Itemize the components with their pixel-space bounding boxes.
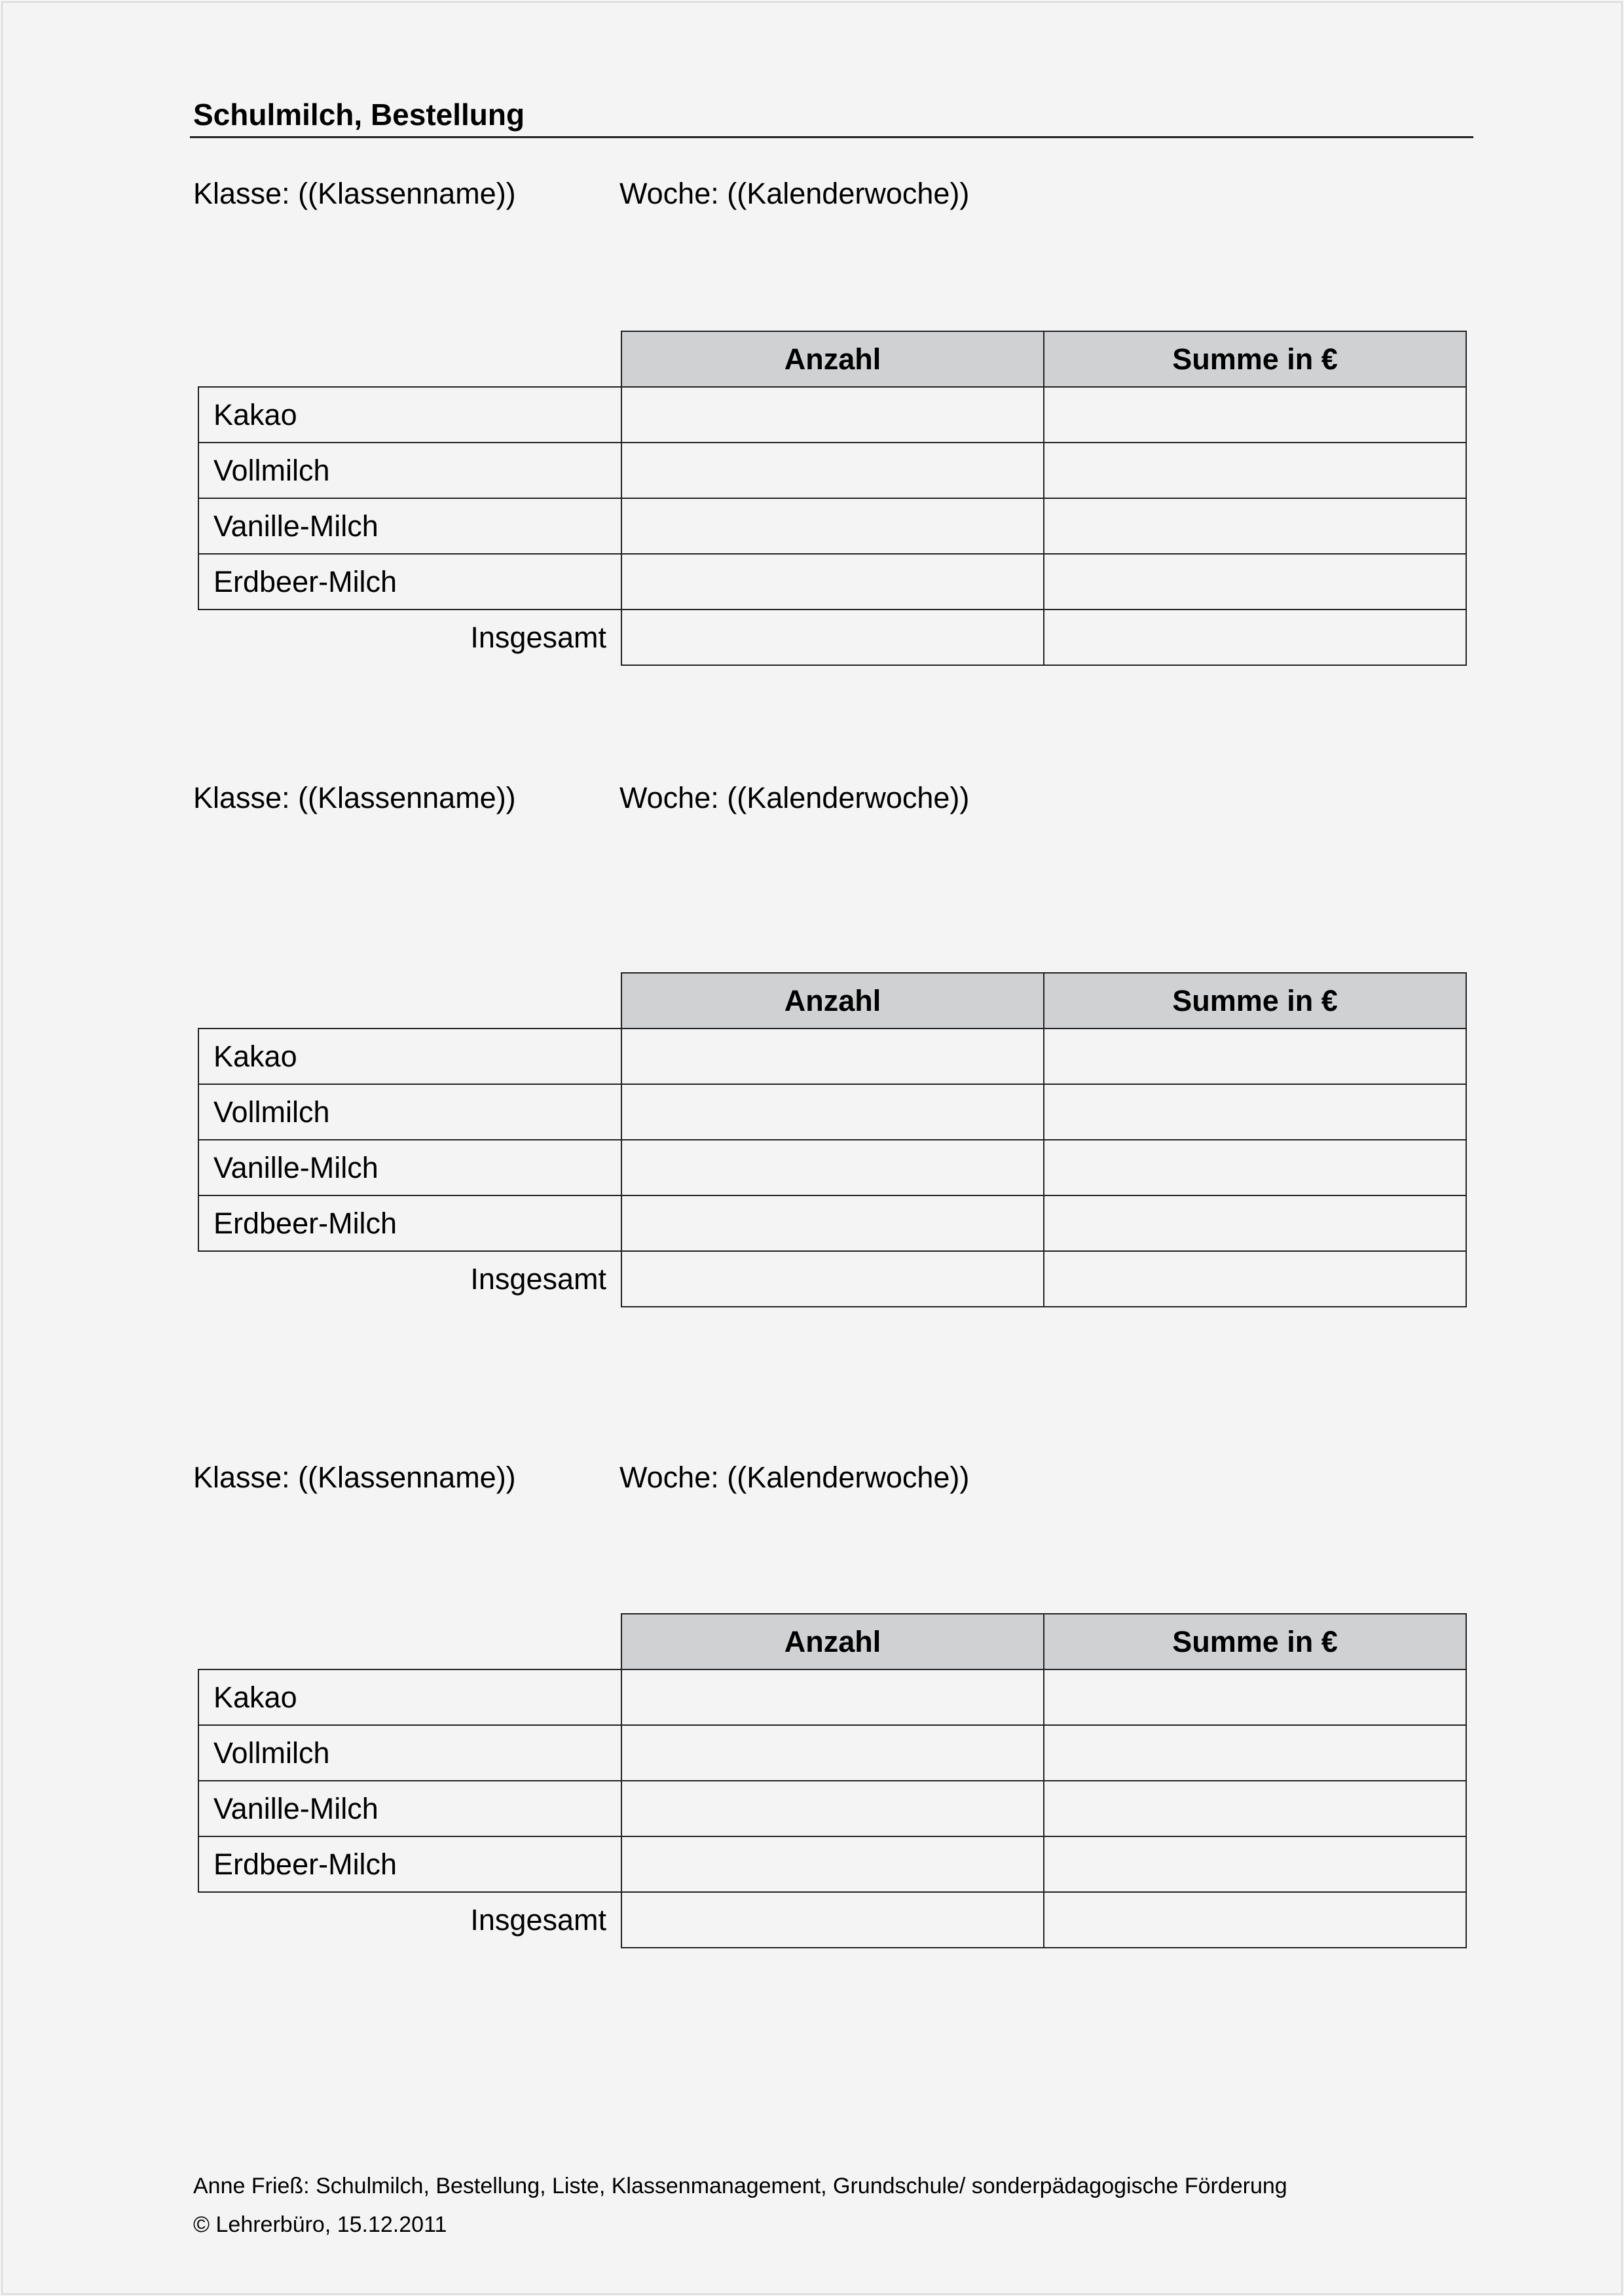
product-label: Erdbeer-Milch [198, 1195, 621, 1251]
total-row [198, 1892, 1466, 1948]
anzahl-cell[interactable] [621, 1084, 1044, 1140]
table-row [198, 1084, 1466, 1140]
anzahl-cell[interactable] [621, 443, 1044, 498]
total-anzahl-cell[interactable] [621, 610, 1044, 665]
product-label: Kakao [198, 1029, 621, 1084]
summe-cell[interactable] [1044, 1836, 1466, 1892]
table-row [198, 1725, 1466, 1781]
anzahl-cell[interactable] [621, 1195, 1044, 1251]
klasse-label: Klasse: ((Klassenname)) [193, 1461, 516, 1494]
summe-cell[interactable] [1044, 1781, 1466, 1836]
klasse-label: Klasse: ((Klassenname)) [193, 781, 516, 814]
summe-cell[interactable] [1044, 443, 1466, 498]
anzahl-cell[interactable] [621, 1836, 1044, 1892]
summe-cell[interactable] [1044, 1140, 1466, 1195]
table-row [198, 498, 1466, 554]
table-header-row [198, 1614, 1466, 1669]
product-label: Kakao [198, 1669, 621, 1725]
total-row [198, 1251, 1466, 1307]
empty-corner [198, 1614, 621, 1669]
order-meta [193, 781, 970, 815]
order-meta [193, 1461, 970, 1495]
woche-label: Woche: ((Kalenderwoche)) [619, 781, 970, 814]
order-table [198, 972, 1467, 1307]
total-label: Insgesamt [470, 1262, 606, 1296]
header-summe: Summe in € [1044, 331, 1466, 387]
woche-label: Woche: ((Kalenderwoche)) [619, 1461, 970, 1494]
product-label: Vollmilch [198, 1084, 621, 1140]
page-title: Schulmilch, Bestellung [193, 98, 525, 132]
title-divider [190, 136, 1473, 138]
order-table [198, 331, 1467, 666]
header-anzahl: Anzahl [621, 331, 1044, 387]
total-summe-cell[interactable] [1044, 1251, 1466, 1307]
summe-cell[interactable] [1044, 387, 1466, 443]
footer-copyright: © Lehrerbüro, 15.12.2011 [193, 2212, 447, 2237]
summe-cell[interactable] [1044, 1725, 1466, 1781]
summe-cell[interactable] [1044, 554, 1466, 610]
total-summe-cell[interactable] [1044, 1892, 1466, 1948]
table-row [198, 1140, 1466, 1195]
product-label: Vollmilch [198, 443, 621, 498]
total-anzahl-cell[interactable] [621, 1251, 1044, 1307]
product-label: Erdbeer-Milch [198, 1836, 621, 1892]
summe-cell[interactable] [1044, 1195, 1466, 1251]
table-header-row [198, 973, 1466, 1029]
empty-corner [198, 331, 621, 387]
footer-credits: Anne Frieß: Schulmilch, Bestellung, Liste, Klassenmanagement, Grundschule/ sonderpädagogische Förderung [193, 2174, 1287, 2198]
table-row [198, 1029, 1466, 1084]
klasse-label: Klasse: ((Klassenname)) [193, 177, 516, 210]
total-summe-cell[interactable] [1044, 610, 1466, 665]
product-label: Kakao [198, 387, 621, 443]
anzahl-cell[interactable] [621, 1781, 1044, 1836]
header-anzahl: Anzahl [621, 973, 1044, 1029]
anzahl-cell[interactable] [621, 1140, 1044, 1195]
empty-corner [198, 973, 621, 1029]
header-summe: Summe in € [1044, 1614, 1466, 1669]
table-row [198, 387, 1466, 443]
anzahl-cell[interactable] [621, 1725, 1044, 1781]
summe-cell[interactable] [1044, 1029, 1466, 1084]
total-label: Insgesamt [470, 1903, 606, 1937]
summe-cell[interactable] [1044, 1084, 1466, 1140]
product-label: Vanille-Milch [198, 1781, 621, 1836]
product-label: Vanille-Milch [198, 1140, 621, 1195]
anzahl-cell[interactable] [621, 498, 1044, 554]
table-row [198, 1836, 1466, 1892]
product-label: Erdbeer-Milch [198, 554, 621, 610]
total-label: Insgesamt [470, 621, 606, 654]
product-label: Vanille-Milch [198, 498, 621, 554]
table-row [198, 443, 1466, 498]
anzahl-cell[interactable] [621, 1029, 1044, 1084]
total-anzahl-cell[interactable] [621, 1892, 1044, 1948]
anzahl-cell[interactable] [621, 554, 1044, 610]
header-anzahl: Anzahl [621, 1614, 1044, 1669]
summe-cell[interactable] [1044, 498, 1466, 554]
table-row [198, 554, 1466, 610]
table-row [198, 1669, 1466, 1725]
table-header-row [198, 331, 1466, 387]
table-row [198, 1195, 1466, 1251]
order-table [198, 1613, 1467, 1948]
anzahl-cell[interactable] [621, 1669, 1044, 1725]
summe-cell[interactable] [1044, 1669, 1466, 1725]
table-row [198, 1781, 1466, 1836]
product-label: Vollmilch [198, 1725, 621, 1781]
woche-label: Woche: ((Kalenderwoche)) [619, 177, 970, 210]
anzahl-cell[interactable] [621, 387, 1044, 443]
order-meta [193, 177, 970, 211]
total-row [198, 610, 1466, 665]
header-summe: Summe in € [1044, 973, 1466, 1029]
